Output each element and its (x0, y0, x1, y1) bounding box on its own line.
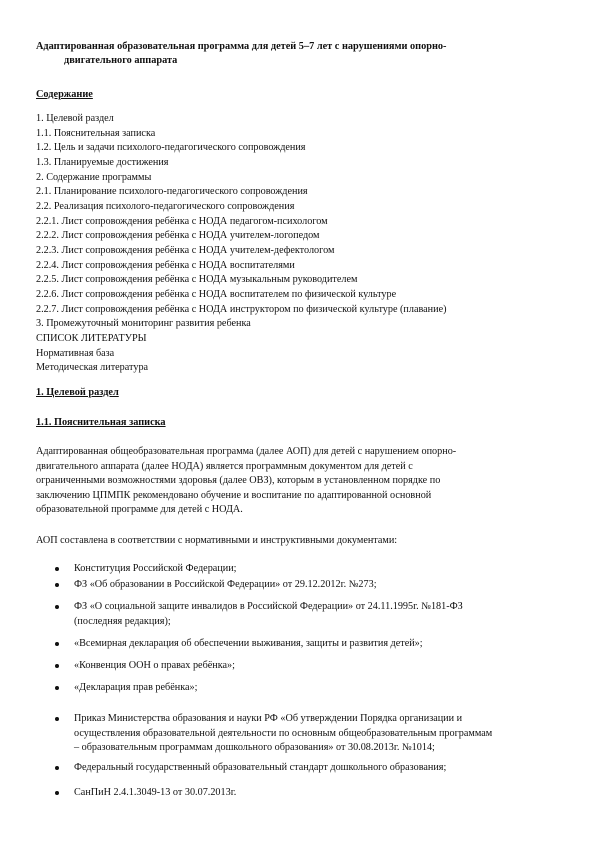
toc-item: 1. Целевой раздел (36, 113, 114, 124)
list-item-line: Федеральный государственный образовательный стандарт дошкольного образования; (74, 762, 447, 773)
explanatory-paragraph (36, 445, 546, 518)
list-item-line: «Конвенция ООН о правах ребёнка»; (74, 660, 235, 671)
toc-item: СПИСОК ЛИТЕРАТУРЫ (36, 332, 147, 344)
bullet-icon (55, 583, 59, 587)
list-item-text (74, 578, 558, 593)
list-item-line: «Всемирная декларация об обеспечении выживания, защиты и развития детей»; (74, 638, 423, 649)
toc-item: 2.2.6. Лист сопровождения ребёнка с НОДА воспитателем по физической культуре (36, 288, 397, 300)
list-item-text (74, 637, 558, 652)
list-item-line: осуществления образовательной деятельности по основным общеобразовательным программам (74, 727, 493, 739)
list-item-text (74, 681, 558, 696)
bullet-icon (55, 567, 59, 571)
list-item-text (74, 712, 558, 756)
list-item-line: Приказ Министерства образования и науки РФ «Об утверждении Порядка организации и (74, 713, 463, 724)
toc-item: 2.2.2. Лист сопровождения ребёнка с НОДА учителем-логопедом (36, 230, 320, 242)
list-item-text (74, 659, 558, 674)
list-item-line: СанПиН 2.4.1.3049-13 от 30.07.2013г. (74, 787, 237, 798)
toc-heading: Содержание (36, 89, 93, 100)
toc-item: Нормативная база (36, 347, 115, 359)
bullet-icon (55, 605, 59, 609)
list-item-text (74, 600, 558, 629)
list-item-line: ФЗ «Об образовании в Российской Федерации» от 29.12.2012г. №273; (74, 579, 377, 590)
paragraph-line: образовательной программе для детей с НОДА. (36, 504, 243, 516)
list-item-text (74, 562, 558, 577)
toc-item: 2.2.3. Лист сопровождения ребёнка с НОДА учителем-дефектологом (36, 244, 335, 256)
toc-item: 2.2.1. Лист сопровождения ребёнка с НОДА педагогом-психологом (36, 215, 328, 227)
toc-item: 2.2.4. Лист сопровождения ребёнка с НОДА воспитателями (36, 259, 295, 271)
paragraph-line: двигательного аппарата (далее НОДА) является программным документом для детей с (36, 460, 413, 472)
toc-item: 2.2.7. Лист сопровождения ребёнка с НОДА инструктором по физической культуре (плавание) (36, 303, 447, 315)
paragraph-line: ограниченными возможностями здоровья (далее ОВЗ), которым в установленном порядке по (36, 475, 441, 487)
document-title (36, 40, 556, 67)
bullet-icon (55, 686, 59, 690)
document-title-line-2: двигательного аппарата (64, 54, 178, 66)
section-heading: 1. Целевой раздел (36, 387, 119, 398)
list-item-text (74, 761, 558, 776)
toc-item: 2.1. Планирование психолого-педагогического сопровождения (36, 186, 308, 198)
bullet-icon (55, 642, 59, 646)
toc-item: 1.3. Планируемые достижения (36, 156, 169, 168)
document-title-line-1: Адаптированная образовательная программа для детей 5–7 лет с нарушениями опорно- (36, 41, 447, 52)
list-item-line: «Декларация прав ребёнка»; (74, 682, 198, 693)
toc-item: 2.2.5. Лист сопровождения ребёнка с НОДА музыкальным руководителем (36, 274, 358, 286)
documents-intro: АОП составлена в соответствии с нормативными и инструктивными документами: (36, 535, 398, 546)
bullet-icon (55, 766, 59, 770)
list-item-line: (последняя редакция); (74, 615, 171, 627)
bullet-icon (55, 717, 59, 721)
toc-item: 2. Содержание программы (36, 171, 152, 183)
table-of-contents (36, 112, 566, 376)
list-item-text (74, 786, 558, 801)
toc-item: Методическая литература (36, 362, 149, 374)
list-item-line: Конституция Российской Федерации; (74, 563, 237, 574)
toc-item: 2.2. Реализация психолого-педагогического сопровождения (36, 200, 295, 212)
list-item-line: ФЗ «О социальной защите инвалидов в Российской Федерации» от 24.11.1995г. №181-ФЗ (74, 601, 463, 612)
subsection-heading: 1.1. Пояснительная записка (36, 417, 166, 428)
toc-item: 1.2. Цель и задачи психолого-педагогического сопровождения (36, 142, 306, 154)
toc-item: 3. Промежуточный мониторинг развития ребенка (36, 318, 251, 330)
toc-item: 1.1. Пояснительная записка (36, 127, 156, 139)
paragraph-line: Адаптированная общеобразовательная программа (далее АОП) для детей с нарушением опорно- (36, 446, 457, 457)
bullet-icon (55, 791, 59, 795)
bullet-icon (55, 664, 59, 668)
list-item-line: – образовательным программам дошкольного образования» от 30.08.2013г. №1014; (74, 742, 435, 754)
paragraph-line: заключению ЦПМПК рекомендовано обучение и воспитание по адаптированной основной (36, 489, 432, 501)
